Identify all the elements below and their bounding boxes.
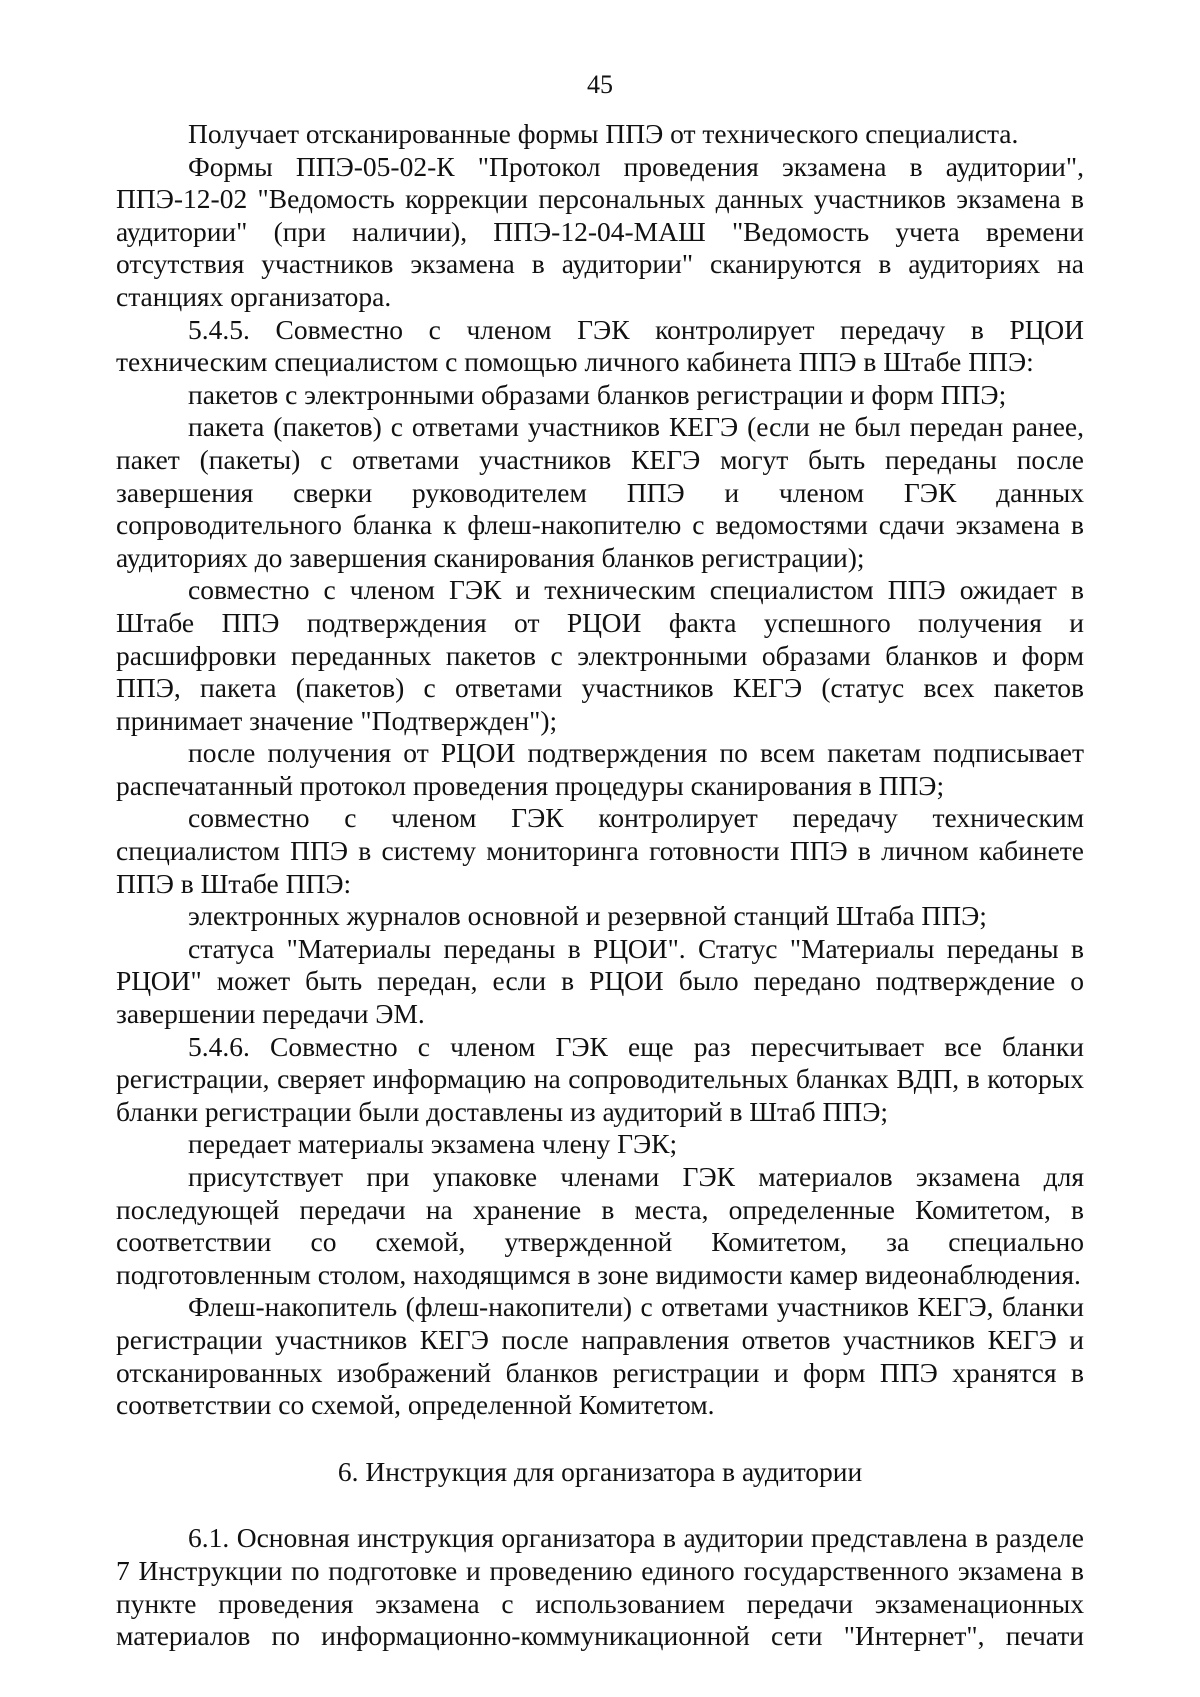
paragraph: 5.4.5. Совместно с членом ГЭК контролирует передачу в РЦОИ техническим специалистом с помощью личного кабинета ППЭ в Штабе ППЭ:: [116, 313, 1084, 378]
paragraph: после получения от РЦОИ подтверждения по всем пакетам подписывает распечатанный протокол проведения процедуры сканирования в ППЭ;: [116, 737, 1084, 801]
paragraph: совместно с членом ГЭК контролирует передачу техническим специалистом ППЭ в систему мониторинга готовности ППЭ в личном кабинете ППЭ в Штабе ППЭ:: [116, 802, 1084, 899]
paragraph: 5.4.6. Совместно с членом ГЭК еще раз пересчитывает все бланки регистрации, сверяет информацию на сопроводительных бланках ВДП, в которых бланки регистрации были доставлены из аудиторий в Штаб ППЭ;: [116, 1030, 1084, 1127]
paragraph: Формы ППЭ-05-02-К "Протокол проведения экзамена в аудитории", ППЭ-12-02 "Ведомость коррекции персональных данных участников экзамена в аудитории" (при наличии), ППЭ-12-04-МАШ "Ведомость учета времени отсутствия участников экзамена в аудитории" сканируются в аудиториях на станциях организатора.: [116, 150, 1084, 312]
paragraph: статуса "Материалы переданы в РЦОИ". Статус "Материалы переданы в РЦОИ" может быть передан, если в РЦОИ было передано подтверждение о завершении передачи ЭМ.: [116, 932, 1084, 1030]
paragraph: электронных журналов основной и резервной станций Штаба ППЭ;: [188, 900, 987, 932]
page-number: 45: [587, 70, 613, 99]
section-paragraph: 6.1. Основная инструкция организатора в аудитории представлена в разделе 7 Инструкции по подготовке и проведению единого государственного экзамена в пункте проведения экзамена с использованием передачи экзаменационных материалов по информационно-коммуникационной сети "Интернет", печати: [116, 1522, 1084, 1652]
paragraph: Флеш-накопитель (флеш-накопители) с ответами участников КЕГЭ, бланки регистрации участников КЕГЭ после направления ответов участников КЕГЭ и отсканированных изображений бланков регистрации и форм ППЭ хранятся в соответствии со схемой, определенной Комитетом.: [116, 1291, 1084, 1421]
paragraph: присутствует при упаковке членами ГЭК материалов экзамена для последующей передачи на хранение в места, определенные Комитетом, в соответствии со схемой, утвержденной Комитетом, за специально подготовленным столом, находящимся в зоне видимости камер видеонаблюдения.: [116, 1161, 1084, 1290]
paragraph: пакетов с электронными образами бланков регистрации и форм ППЭ;: [188, 378, 1007, 410]
paragraph: совместно с членом ГЭК и техническим специалистом ППЭ ожидает в Штабе ППЭ подтверждения от РЦОИ факта успешного получения и расшифровки переданных пакетов с электронными образами бланков и форм ППЭ, пакета (пакетов) с ответами участников КЕГЭ (статус всех пакетов принимает значение "Подтвержден");: [116, 574, 1084, 736]
section-heading: 6. Инструкция для организатора в аудитории: [337, 1455, 863, 1487]
paragraph: пакета (пакетов) с ответами участников КЕГЭ (если не был передан ранее, пакет (пакеты) с ответами участников КЕГЭ могут быть переданы после завершения сверки руководителем ППЭ и членом ГЭК данных сопроводительного бланка к флеш-накопителю с ведомостями сдачи экзамена в аудиториях до завершения сканирования бланков регистрации);: [116, 411, 1084, 573]
paragraph: передает материалы экзамена члену ГЭК;: [188, 1128, 678, 1160]
document-body: [116, 118, 1084, 1653]
paragraph: Получает отсканированные формы ППЭ от технического специалиста.: [188, 118, 1019, 149]
